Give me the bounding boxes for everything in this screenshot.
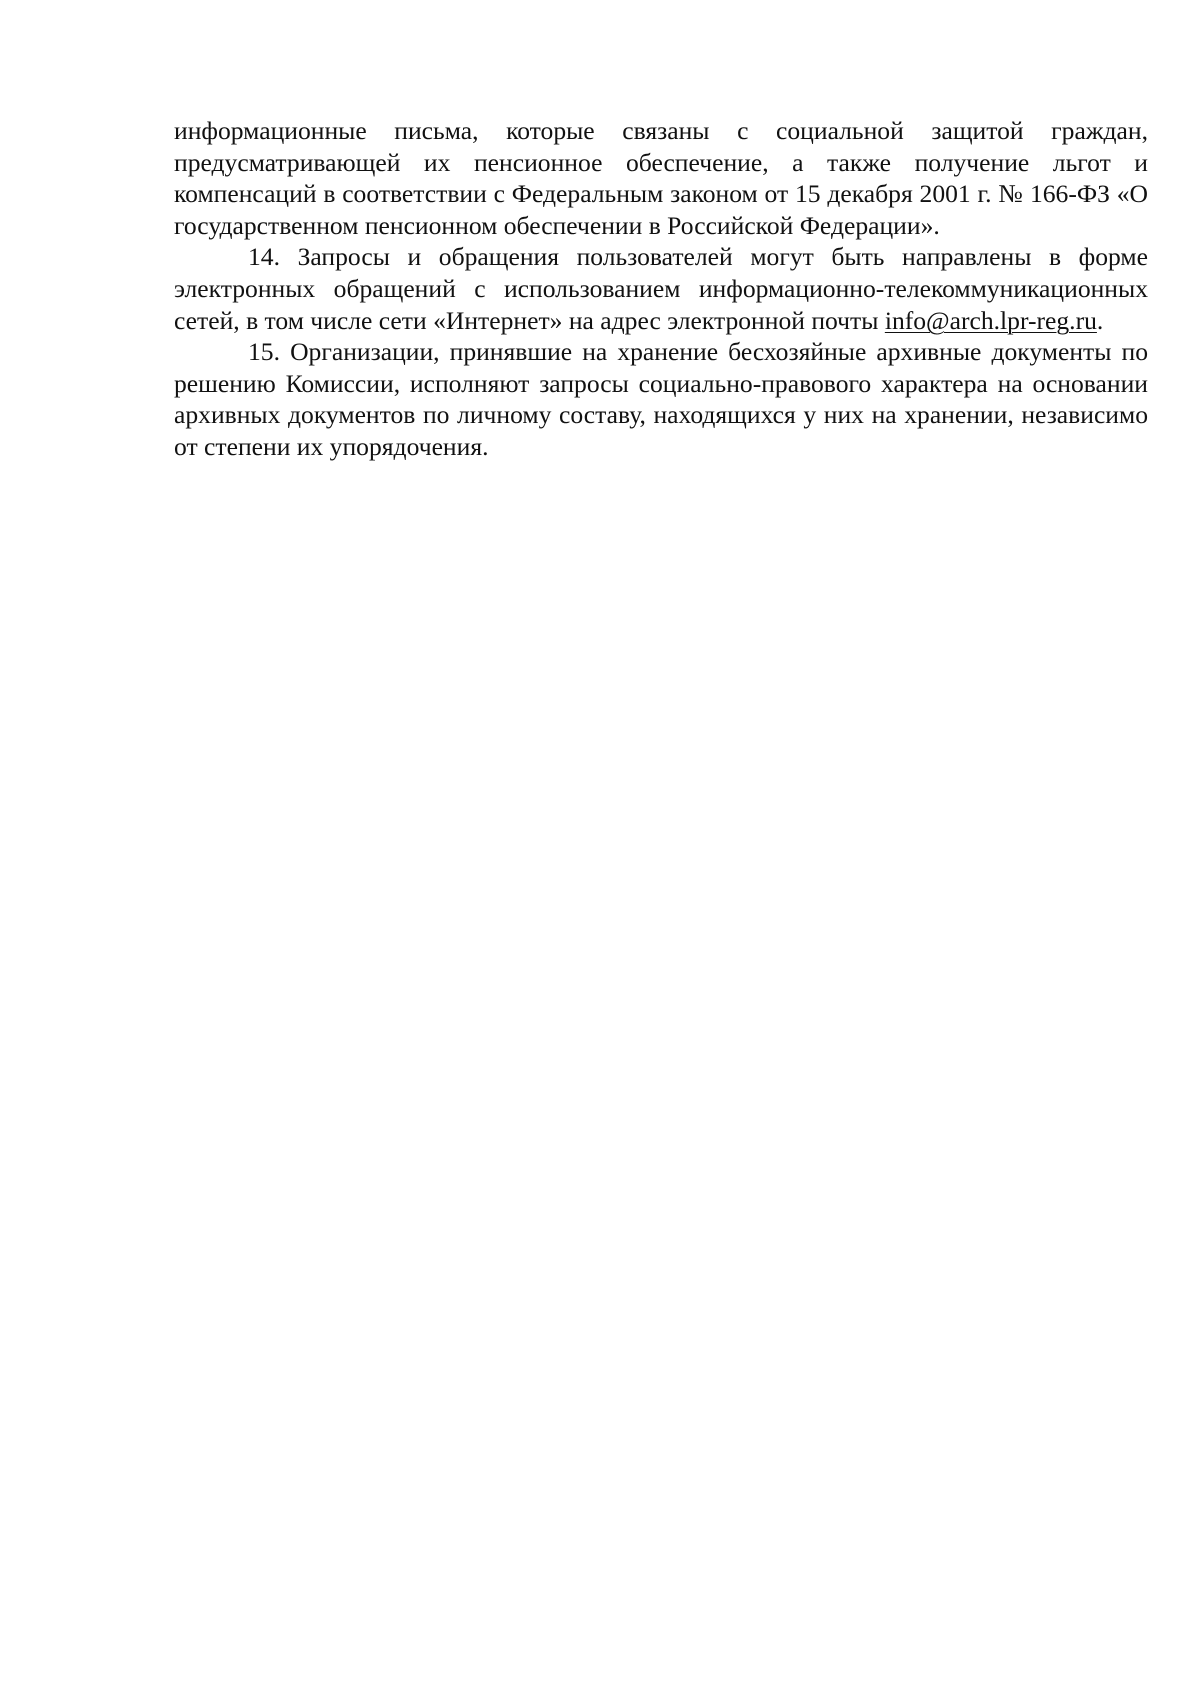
paragraph-continuation [174,115,1148,241]
document-body [174,115,1148,463]
paragraph-15 [174,336,1148,462]
paragraph-15-text: 15. Организации, принявшие на хранение бесхозяйные архивные документы по решению Комиссии, исполняют запросы социально-правового характера на основании архивных документов по личному составу, находящихся у них на хранении, независимо от степени их упорядочения. [174,337,1148,461]
paragraph-continuation-text: информационные письма, которые связаны с социальной защитой граждан, предусматривающей их пенсионное обеспечение, а также получение льгот и компенсаций в соответствии с Федеральным законом от 15 декабря 2001 г. № 166-ФЗ «О государственном пенсионном обеспечении в Российской Федерации». [174,116,1148,240]
paragraph-14-text: 14. Запросы и обращения пользователей могут быть направлены в форме электронных обращений с использованием информационно-телекоммуникационных сетей, в том числе сети «Интернет» на адрес электронной почты [174,242,1148,335]
paragraph-14 [174,241,1148,336]
email-link[interactable]: info@arch.lpr-reg.ru [884,305,1097,335]
paragraph-14-end: . [1096,305,1104,335]
